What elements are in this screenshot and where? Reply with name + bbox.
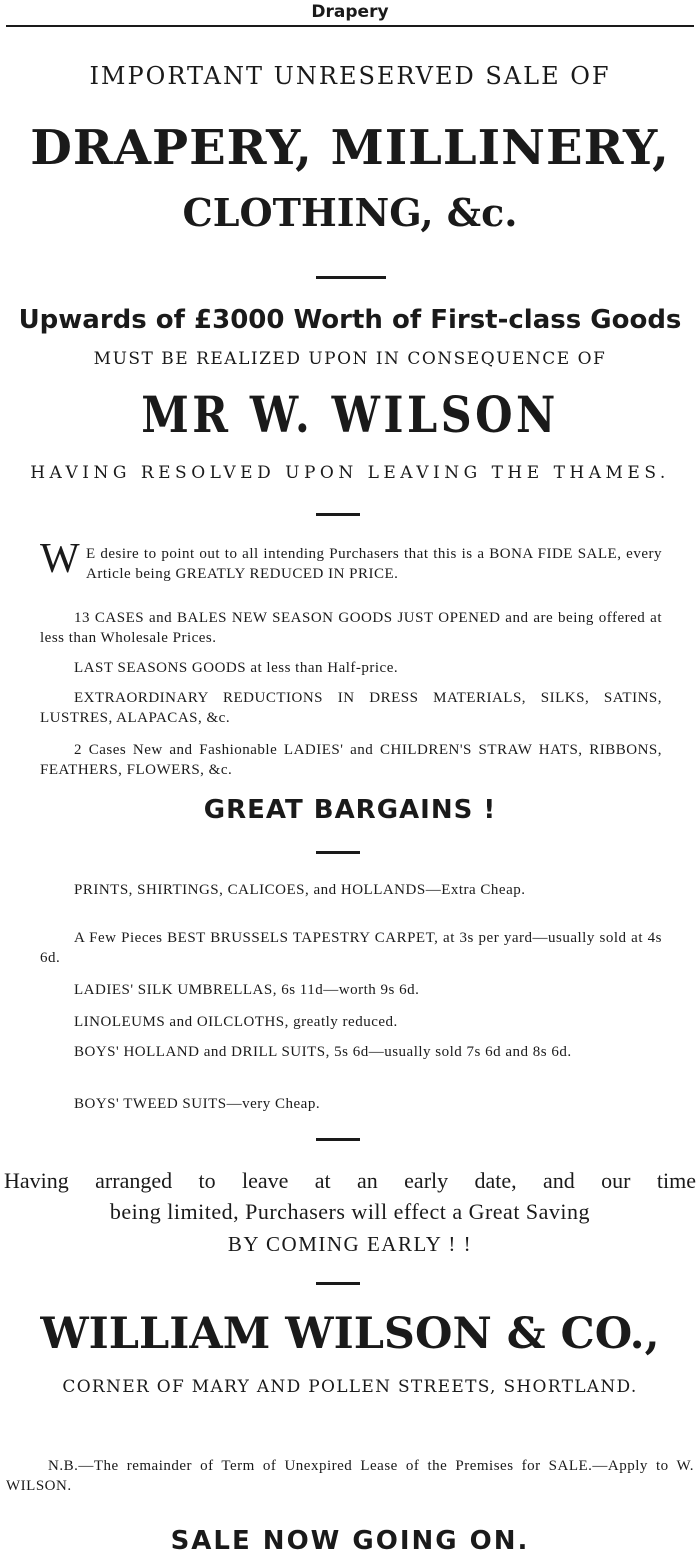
- paragraph-intro: E desire to point out to all intending Purchasers that this is a BONA FIDE SALE, every Article being GREATLY REDUCED IN PRICE.: [86, 546, 662, 582]
- paragraph-new-season: 13 CASES and BALES NEW SEASON GOODS JUST OPENED and are being offered at less than Wholesale Prices.: [40, 610, 662, 646]
- closing-line-3: BY COMING EARLY ! !: [227, 1232, 473, 1256]
- header-rule: [6, 25, 694, 27]
- address-line: CORNER OF MARY AND POLLEN STREETS, SHORTLAND.: [62, 1377, 638, 1397]
- closing-line-1: Having arranged to leave at an early date, and our time: [4, 1168, 696, 1193]
- section-title: Drapery: [311, 2, 389, 22]
- item-carpet: A Few Pieces BEST BRUSSELS TAPESTRY CARPET, at 3s per yard—usually sold at 4s 6d.: [40, 930, 662, 966]
- sale-now-going-on: SALE NOW GOING ON.: [170, 1526, 530, 1556]
- paragraph-reductions: EXTRAORDINARY REDUCTIONS IN DRESS MATERIALS, SILKS, SATINS, LUSTRES, ALAPACAS, &c.: [40, 690, 662, 726]
- item-holland-suits: BOYS' HOLLAND and DRILL SUITS, 5s 6d—usually sold 7s 6d and 8s 6d.: [74, 1044, 572, 1060]
- divider: [316, 851, 360, 854]
- leaving-line: HAVING RESOLVED UPON LEAVING THE THAMES.: [30, 463, 670, 483]
- drop-cap: W: [40, 536, 80, 582]
- intro-line: IMPORTANT UNRESERVED SALE OF: [89, 62, 611, 90]
- paragraph-straw-hats: 2 Cases New and Fashionable LADIES' and CHILDREN'S STRAW HATS, RIBBONS, FEATHERS, FLOWERS, &c.: [40, 742, 662, 778]
- divider: [316, 513, 360, 516]
- divider: [316, 1282, 360, 1285]
- item-linoleums: LINOLEUMS and OILCLOTHS, greatly reduced.: [74, 1014, 398, 1030]
- great-bargains: GREAT BARGAINS !: [203, 795, 497, 825]
- proprietor-name: MR W. WILSON: [141, 385, 559, 444]
- nb-notice: N.B.—The remainder of Term of Unexpired Lease of the Premises for SALE.—Apply to W. WILSON.: [6, 1458, 694, 1494]
- divider: [316, 276, 386, 279]
- headline-drapery-millinery: DRAPERY, MILLINERY,: [30, 120, 670, 176]
- item-tweed-suits: BOYS' TWEED SUITS—very Cheap.: [74, 1096, 321, 1112]
- value-line: Upwards of £3000 Worth of First-class Goods: [18, 305, 682, 335]
- firm-name: WILLIAM WILSON & CO.,: [40, 1309, 660, 1359]
- headline-clothing: CLOTHING, &c.: [182, 190, 518, 235]
- paragraph-last-seasons: LAST SEASONS GOODS at less than Half-price.: [74, 660, 399, 676]
- item-umbrellas: LADIES' SILK UMBRELLAS, 6s 11d—worth 9s 6d.: [74, 982, 420, 998]
- closing-line-2: being limited, Purchasers will effect a Great Saving: [109, 1199, 591, 1224]
- must-line: MUST BE REALIZED UPON IN CONSEQUENCE OF: [93, 349, 607, 369]
- item-prints: PRINTS, SHIRTINGS, CALICOES, and HOLLANDS—Extra Cheap.: [74, 882, 526, 898]
- divider: [316, 1138, 360, 1141]
